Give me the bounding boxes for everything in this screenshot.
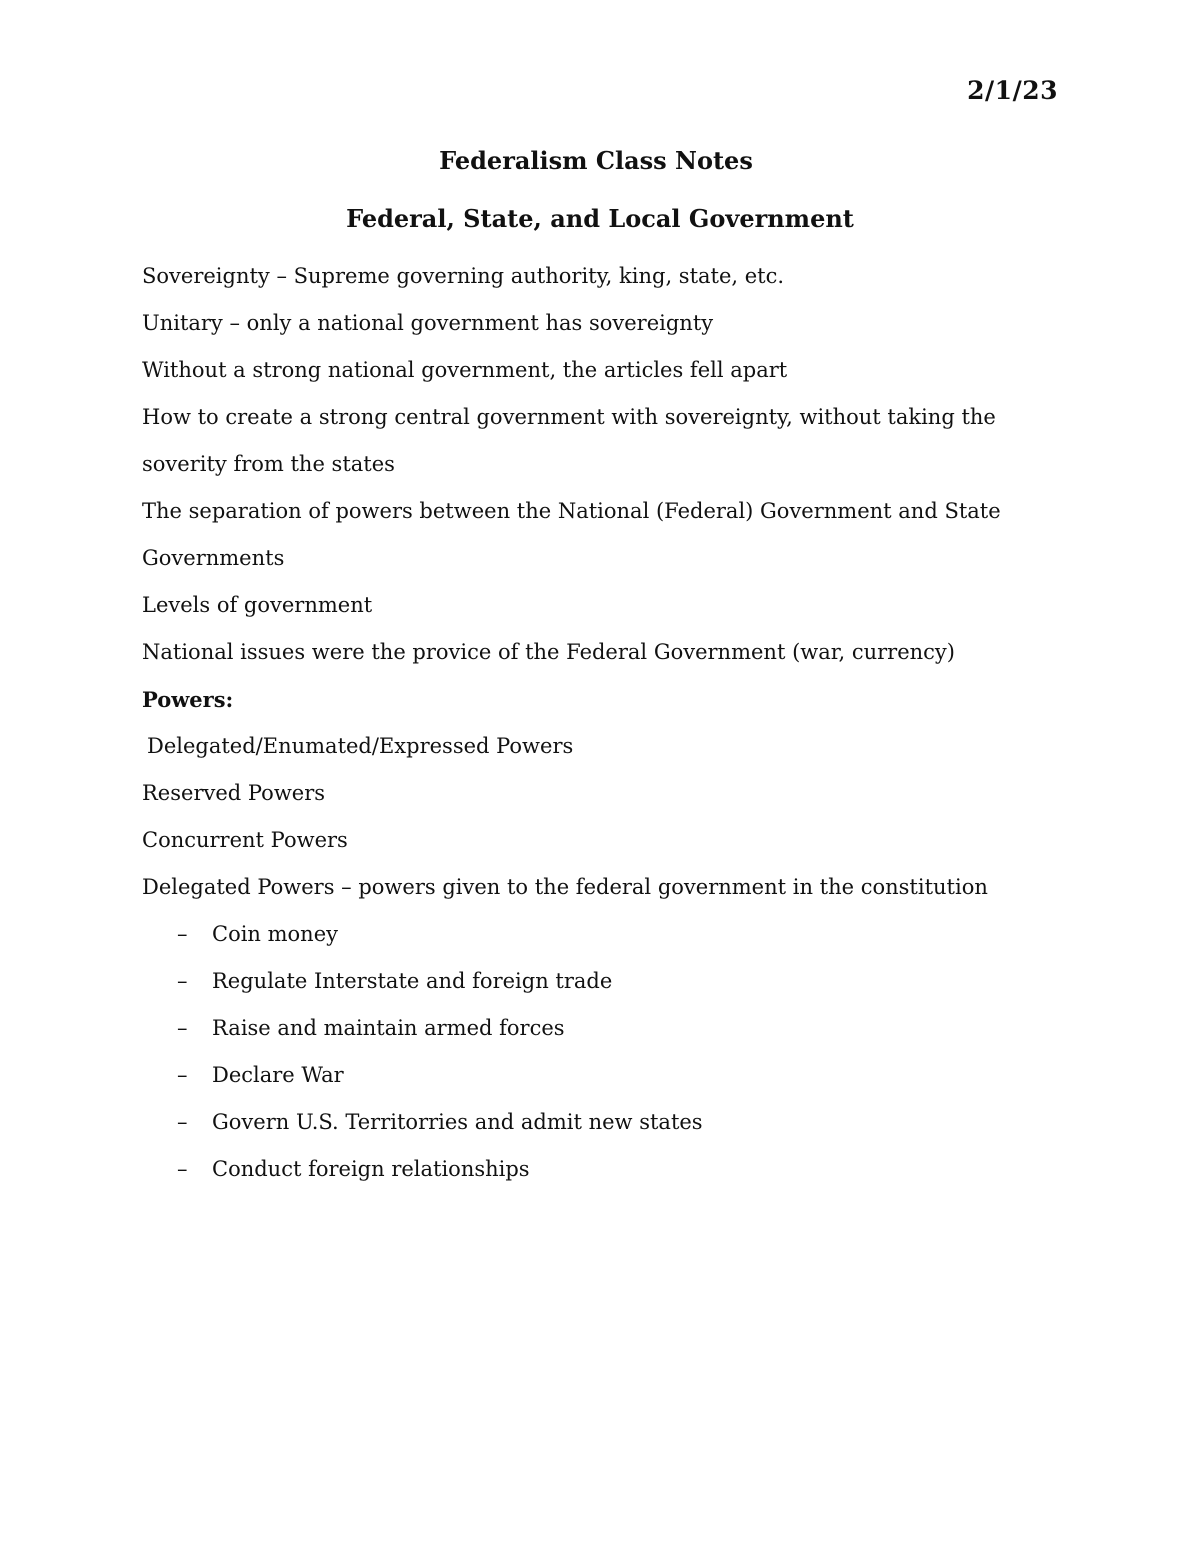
bullet-dash: – — [177, 1110, 188, 1134]
list-item — [142, 1005, 1062, 1052]
note-line-separation: The separation of powers between the National (Federal) Government and State — [142, 499, 1001, 523]
bullet-dash: – — [177, 969, 188, 993]
list-item-text: Govern U.S. Territorries and admit new states — [212, 1110, 703, 1134]
note-line-sovereignty: Sovereignty – Supreme governing authority, king, state, etc. — [142, 264, 785, 288]
document-subtitle: Federal, State, and Local Government — [346, 204, 854, 233]
power-type-concurrent: Concurrent Powers — [142, 828, 348, 852]
power-type-delegated: Delegated/Enumated/Expressed Powers — [147, 734, 574, 758]
bullet-dash: – — [177, 922, 188, 946]
note-line-national-issues: National issues were the provice of the Federal Government (war, currency) — [142, 640, 955, 664]
bullet-dash: – — [177, 1157, 188, 1181]
delegated-powers-list — [142, 911, 1062, 1193]
note-date: 2/1/23 — [967, 76, 1058, 105]
note-line-central-government-cont: soverity from the states — [142, 452, 395, 476]
notes-body — [142, 253, 1062, 1193]
note-line-separation-cont: Governments — [142, 546, 285, 570]
list-item-text: Raise and maintain armed forces — [212, 1016, 565, 1040]
list-item-text: Conduct foreign relationships — [212, 1157, 530, 1181]
bullet-dash: – — [177, 1016, 188, 1040]
power-type-reserved: Reserved Powers — [142, 781, 326, 805]
powers-heading: Powers: — [142, 687, 234, 712]
list-item — [142, 1146, 1062, 1193]
note-line-central-government: How to create a strong central government with sovereignty, without taking the — [142, 405, 996, 429]
document-title: Federalism Class Notes — [439, 146, 753, 175]
list-item-text: Declare War — [212, 1063, 344, 1087]
list-item-text: Coin money — [212, 922, 338, 946]
list-item — [142, 958, 1062, 1005]
list-item — [142, 1099, 1062, 1146]
delegated-definition: Delegated Powers – powers given to the federal government in the constitution — [142, 875, 988, 899]
bullet-dash: – — [177, 1063, 188, 1087]
note-line-unitary: Unitary – only a national government has sovereignty — [142, 311, 714, 335]
list-item — [142, 911, 1062, 958]
list-item-text: Regulate Interstate and foreign trade — [212, 969, 613, 993]
note-line-articles: Without a strong national government, the articles fell apart — [142, 358, 788, 382]
list-item — [142, 1052, 1062, 1099]
note-line-levels: Levels of government — [142, 593, 373, 617]
